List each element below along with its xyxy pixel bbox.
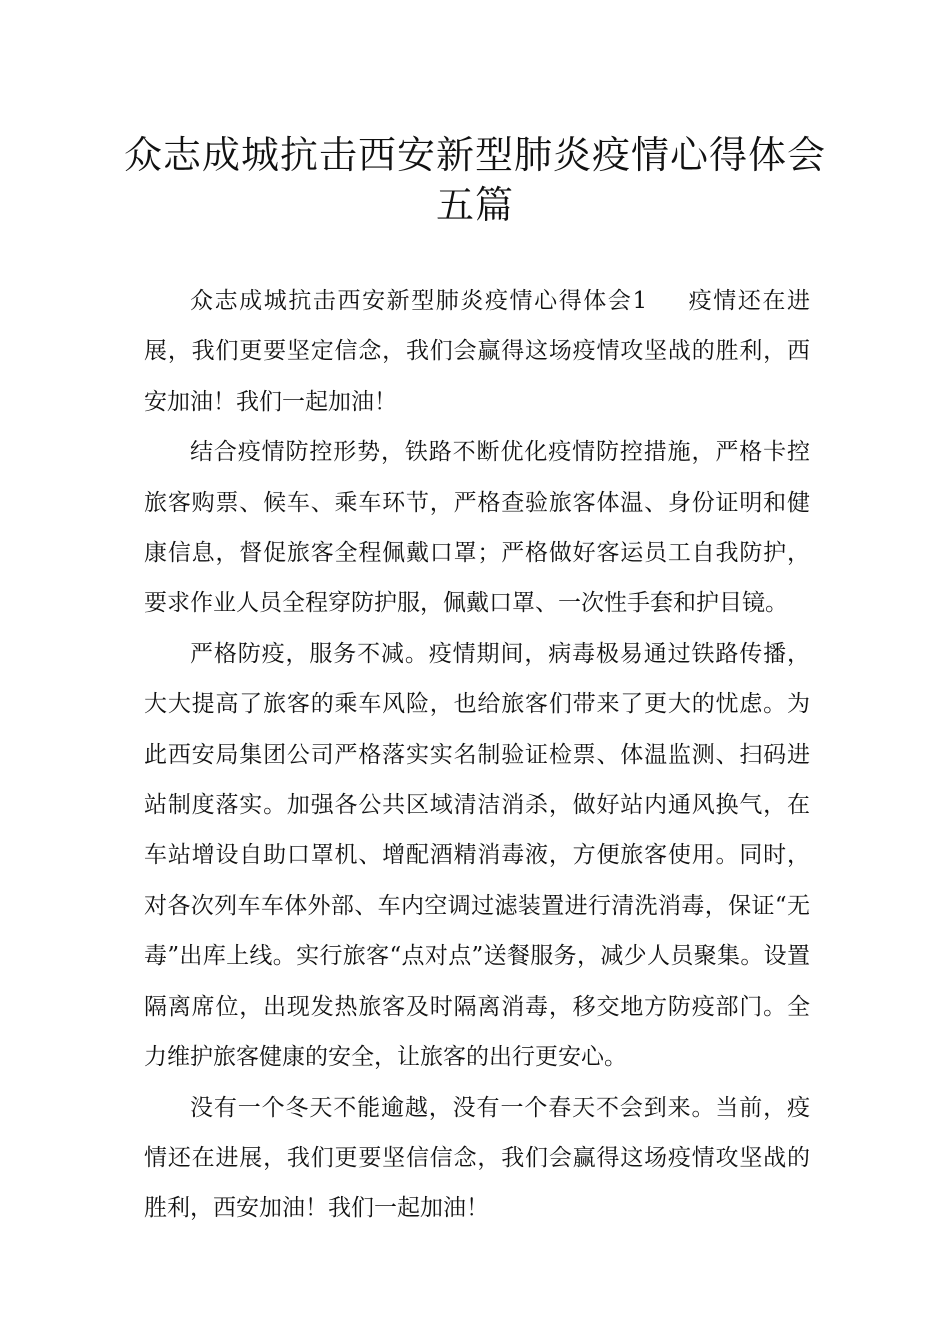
paragraph-1-text: 疫情还在进展，我们更要坚定信念，我们会赢得这场疫情攻坚战的胜利，西安加油！我们一起加油！ xyxy=(144,288,810,415)
paragraph-2: 结合疫情防控形势，铁路不断优化疫情防控措施，严格卡控旅客购票、候车、乘车环节，严格查验旅客体温、身份证明和健康信息，督促旅客全程佩戴口罩；严格做好客运员工自我防护，要求作业人员全程穿防护服，佩戴口罩、一次性手套和护目镜。 xyxy=(144,439,810,617)
document-body xyxy=(144,276,810,1234)
section-heading: 众志成城抗击西安新型肺炎疫情心得体会1 xyxy=(190,288,648,314)
paragraph-4: 没有一个冬天不能逾越，没有一个春天不会到来。当前，疫情还在进展，我们更要坚信信念，我们会赢得这场疫情攻坚战的胜利，西安加油！我们一起加油！ xyxy=(144,1094,810,1222)
document-title: 众志成城抗击西安新型肺炎疫情心得体会五篇 xyxy=(123,133,826,227)
paragraph-1 xyxy=(144,276,810,427)
paragraph-3: 严格防疫，服务不减。疫情期间，病毒极易通过铁路传播，大大提高了旅客的乘车风险，也给旅客们带来了更大的忧虑。为此西安局集团公司严格落实实名制验证检票、体温监测、扫码进站制度落实。加强各公共区域清洁消杀，做好站内通风换气，在车站增设自助口罩机、增配酒精消毒液，方便旅客使用。同时，对各次列车车体外部、车内空调过滤装置进行清洗消毒，保证“无毒”出库上线。实行旅客“点对点”送餐服务，减少人员聚集。设置隔离席位，出现发热旅客及时隔离消毒，移交地方防疫部门。全力维护旅客健康的安全，让旅客的出行更安心。 xyxy=(144,640,810,1071)
